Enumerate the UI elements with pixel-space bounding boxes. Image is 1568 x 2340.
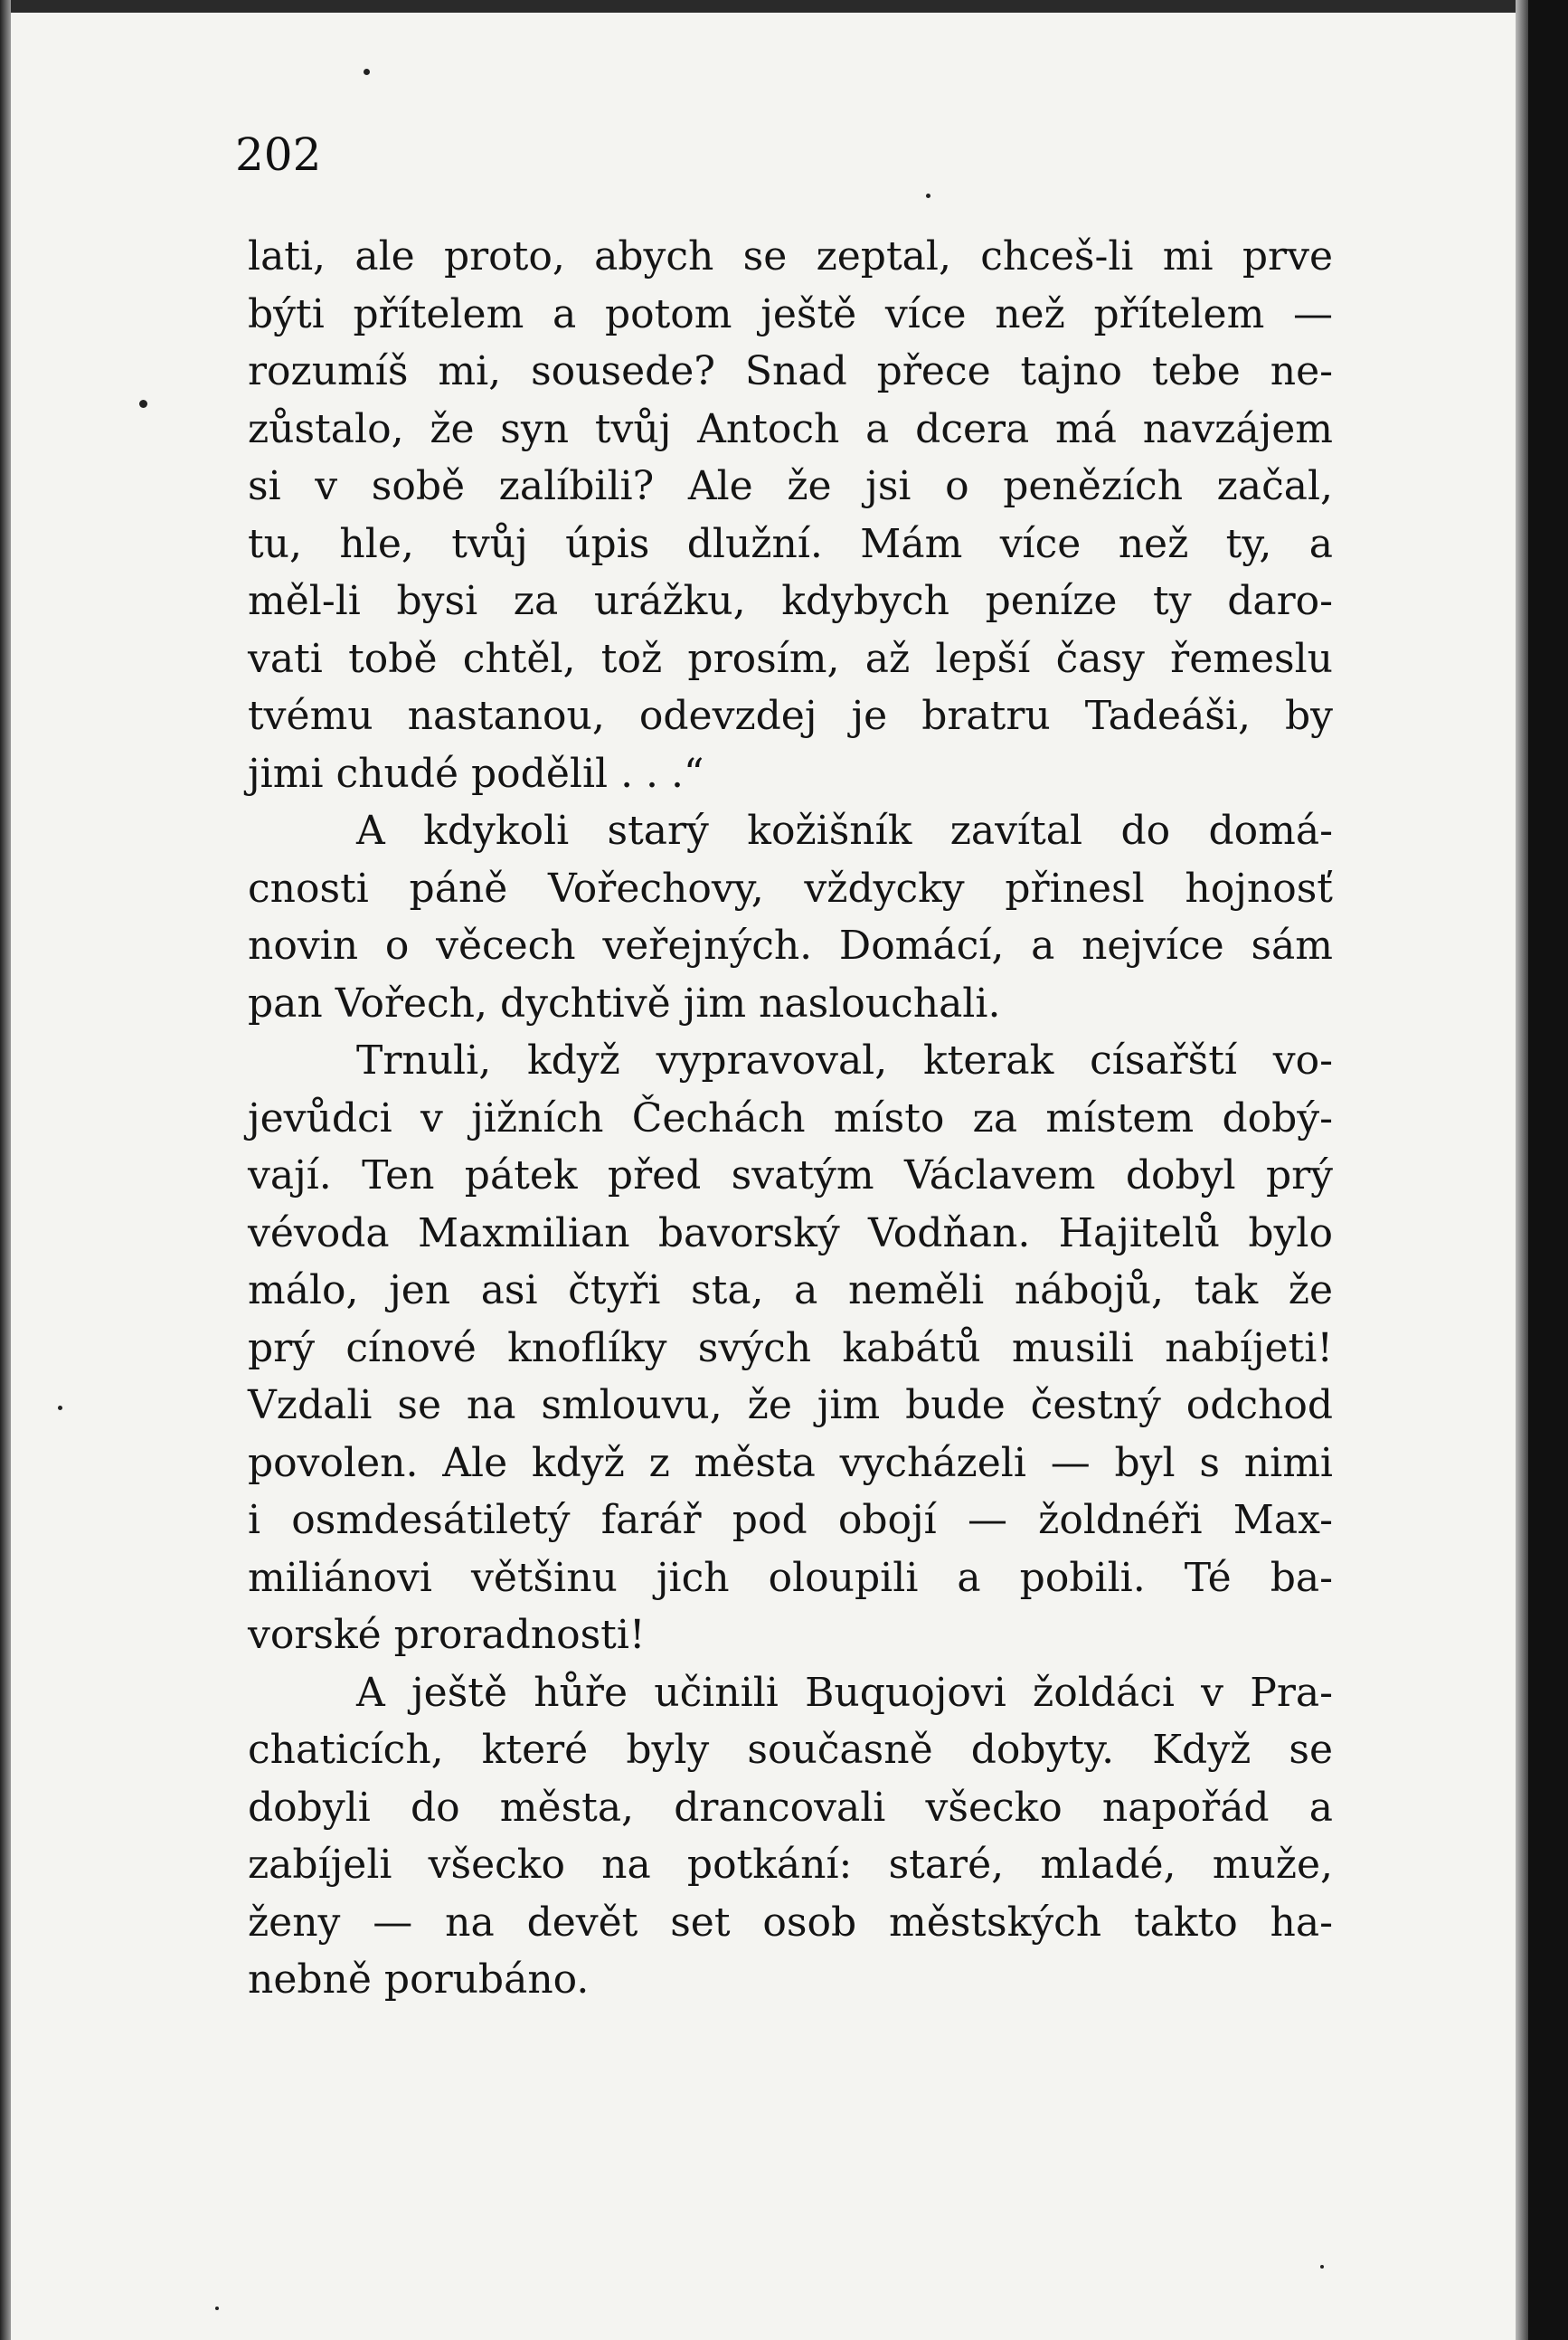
print-speck xyxy=(58,1406,62,1410)
text-line: vorské proradnosti! xyxy=(248,1612,646,1658)
text-line: lati, ale proto, abych se zeptal, chceš-li mi prve xyxy=(248,233,1333,279)
text-line: Vzdali se na smlouvu, že jim bude čestný odchod xyxy=(248,1382,1333,1428)
page-number: 202 xyxy=(235,128,322,181)
text-line: i osmdesátiletý farář pod obojí — žoldnéři Max- xyxy=(248,1497,1333,1543)
text-line: vají. Ten pátek před svatým Václavem dobyl prý xyxy=(248,1152,1333,1198)
text-line: cnosti páně Vořechovy, vždycky přinesl hojnosť xyxy=(248,865,1333,912)
text-line: vati tobě chtěl, tož prosím, až lepší časy řemeslu xyxy=(248,635,1333,682)
text-line: A ještě hůře učinili Buquojovi žoldáci v Pra- xyxy=(356,1669,1333,1716)
text-line: zůstalo, že syn tvůj Antoch a dcera má navzájem xyxy=(248,405,1333,452)
text-line: povolen. Ale když z města vycházeli — byl s nimi xyxy=(248,1439,1333,1486)
text-line: prý cínové knoflíky svých kabátů musili nabíjeti! xyxy=(248,1324,1333,1371)
text-line: zabíjeli všecko na potkání: staré, mladé, muže, xyxy=(248,1842,1333,1888)
print-speck xyxy=(215,2307,219,2310)
scan-border-top xyxy=(0,0,1568,13)
print-speck xyxy=(1320,2265,1324,2269)
text-line: pan Vořech, dychtivě jim naslouchali. xyxy=(248,980,1001,1027)
text-line: ženy — na devět set osob městských takto ha- xyxy=(248,1899,1333,1946)
text-line: novin o věcech veřejných. Domácí, a nejvíce sám xyxy=(248,923,1333,969)
text-line: Trnuli, když vypravoval, kterak císařští vo- xyxy=(356,1037,1333,1084)
text-line: býti přítelem a potom ještě více než přítelem — xyxy=(248,290,1333,337)
text-line: měl-li bysi za urážku, kdybych peníze ty daro- xyxy=(248,578,1333,624)
text-line: si v sobě zalíbili? Ale že jsi o penězích začal, xyxy=(248,463,1333,509)
text-line: miliánovi většinu jich oloupili a pobili. Té ba- xyxy=(248,1554,1333,1601)
text-line: nebně porubáno. xyxy=(248,1956,590,2003)
text-line: jimi chudé podělil . . .“ xyxy=(248,750,704,797)
print-speck xyxy=(364,69,370,75)
print-speck xyxy=(926,194,930,198)
text-line: rozumíš mi, sousede? Snad přece tajno tebe ne- xyxy=(248,348,1333,394)
print-speck xyxy=(139,400,147,408)
text-line: tu, hle, tvůj úpis dlužní. Mám více než ty, a xyxy=(248,520,1333,567)
text-line: chaticích, které byly současně dobyty. Když se xyxy=(248,1727,1333,1773)
body-text xyxy=(248,228,1333,2009)
text-line: dobyli do města, drancovali všecko napořád a xyxy=(248,1784,1333,1831)
scan-border-right xyxy=(1528,0,1568,2340)
text-line: jevůdci v jižních Čechách místo za místem dobý- xyxy=(248,1094,1333,1142)
page-edge-shadow xyxy=(1516,0,1528,2340)
book-page xyxy=(11,13,1516,2340)
scan-border-left xyxy=(0,0,11,2340)
text-line: tvému nastanou, odevzdej je bratru Tadeáši, by xyxy=(248,693,1333,739)
text-line: A kdykoli starý kožišník zavítal do domá- xyxy=(356,808,1333,854)
text-line: málo, jen asi čtyři sta, a neměli nábojů, tak že xyxy=(248,1267,1333,1313)
text-line: vévoda Maxmilian bavorský Vodňan. Hajitelů bylo xyxy=(248,1209,1333,1256)
